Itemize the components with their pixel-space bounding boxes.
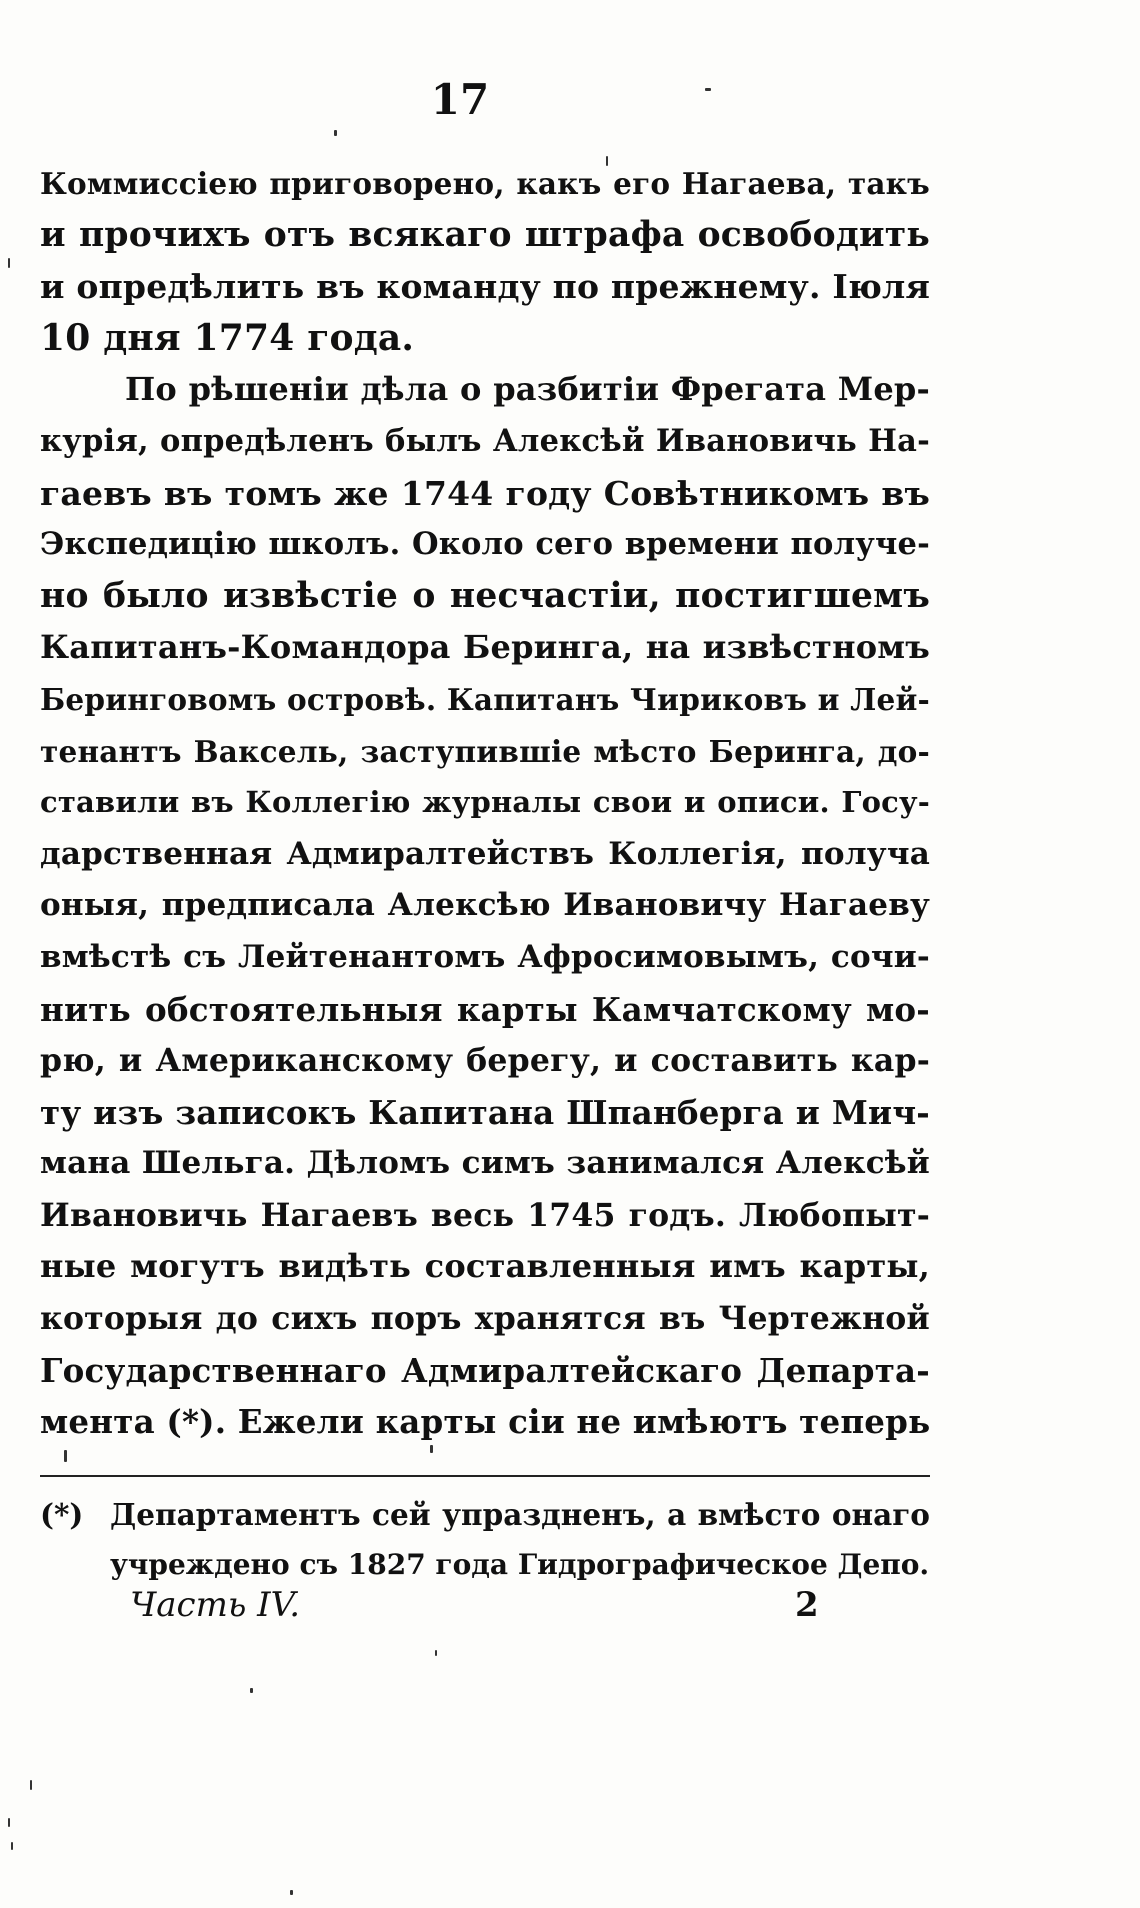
text-line: мана Шельга. Дѣломъ симъ занимался Алексѣй [40,1145,930,1182]
text-line: Беринговомъ островѣ. Капитанъ Чириковъ и Лей- [40,681,930,717]
dust-speck [30,1780,32,1790]
page-number: 17 [430,75,490,124]
text-line: Коммиссiею приговорено, какъ его Нагаева, такъ [40,166,930,201]
dust-speck [334,130,337,136]
dust-speck [250,1688,253,1693]
dust-speck [11,1842,13,1850]
text-line: Экспедицiю школъ. Около сего времени получе- [40,526,930,563]
text-line: Государственнаго Адмиралтейскаго Департа- [40,1350,930,1390]
text-line: рю, и Американскому берегу, и составить кар- [40,1042,930,1080]
footnote-second-line: учреждено съ 1827 года Гидрографическое Депо. [110,1548,930,1581]
footnote-text: Департаментъ сей упраздненъ, а вмѣсто онаго [110,1497,930,1532]
text-line: Ивановичь Нагаевъ весь 1745 годъ. Любопыт- [40,1196,930,1234]
text-line: нить обстоятельныя карты Камчатскому мо- [40,989,930,1029]
text-line: 10 дня 1774 года. [40,316,415,359]
footnote [40,1490,930,1590]
dust-speck [8,1818,10,1827]
text-line: гаевъ въ томъ же 1744 году Совѣтникомъ въ [40,473,930,513]
dust-speck [64,1450,67,1462]
footnote-first-line [40,1490,930,1540]
footnote-marker: (*) [40,1497,84,1532]
dust-speck [430,1445,433,1453]
text-line: ные могутъ видѣть составленныя имъ карты, [40,1247,930,1286]
text-line: вмѣстѣ съ Лейтенантомъ Афросимовымъ, сочи- [40,938,930,975]
text-line: и опредѣлить въ команду по прежнему. Iюля [40,267,931,307]
sheet-number: 2 [795,1585,819,1625]
text-line: мента (*). Ежели карты сiи не имѣютъ теперь [40,1402,931,1442]
text-line: ставили въ Коллегiю журналы свои и описи. Госу- [40,785,930,820]
text-line: Капитанъ-Командора Беринга, на извѣстномъ [40,628,930,667]
dust-speck [290,1890,293,1895]
text-line: которыя до сихъ поръ хранятся въ Чертежной [40,1300,930,1338]
paragraph-first-line: По рѣшенiи дѣла о разбитiи Фрегата Мер- [125,370,930,409]
dust-speck [606,156,608,166]
text-line: оныя, предписала Алексѣю Ивановичу Нагаеву [40,887,930,924]
dust-speck [435,1650,437,1656]
text-line: и прочихъ отъ всякаго штрафа освободить [40,214,930,255]
text-line: ту изъ записокъ Капитана Шпанберга и Мич- [40,1092,930,1132]
body-text [40,158,930,1448]
text-line: тенантъ Ваксель, заступившiе мѣсто Беринга, до- [40,733,930,769]
text-line: но было извѣстiе о несчастiи, постигшемъ [40,575,930,616]
text-line: дарственная Адмиралтействъ Коллегiя, получа [40,835,930,872]
dust-speck [8,258,10,268]
signature-mark: Часть IV. [130,1585,300,1625]
text-line: курiя, опредѣленъ былъ Алексѣй Ивановичь На- [40,422,930,459]
footnote-divider [40,1475,930,1477]
dust-speck [705,88,711,91]
